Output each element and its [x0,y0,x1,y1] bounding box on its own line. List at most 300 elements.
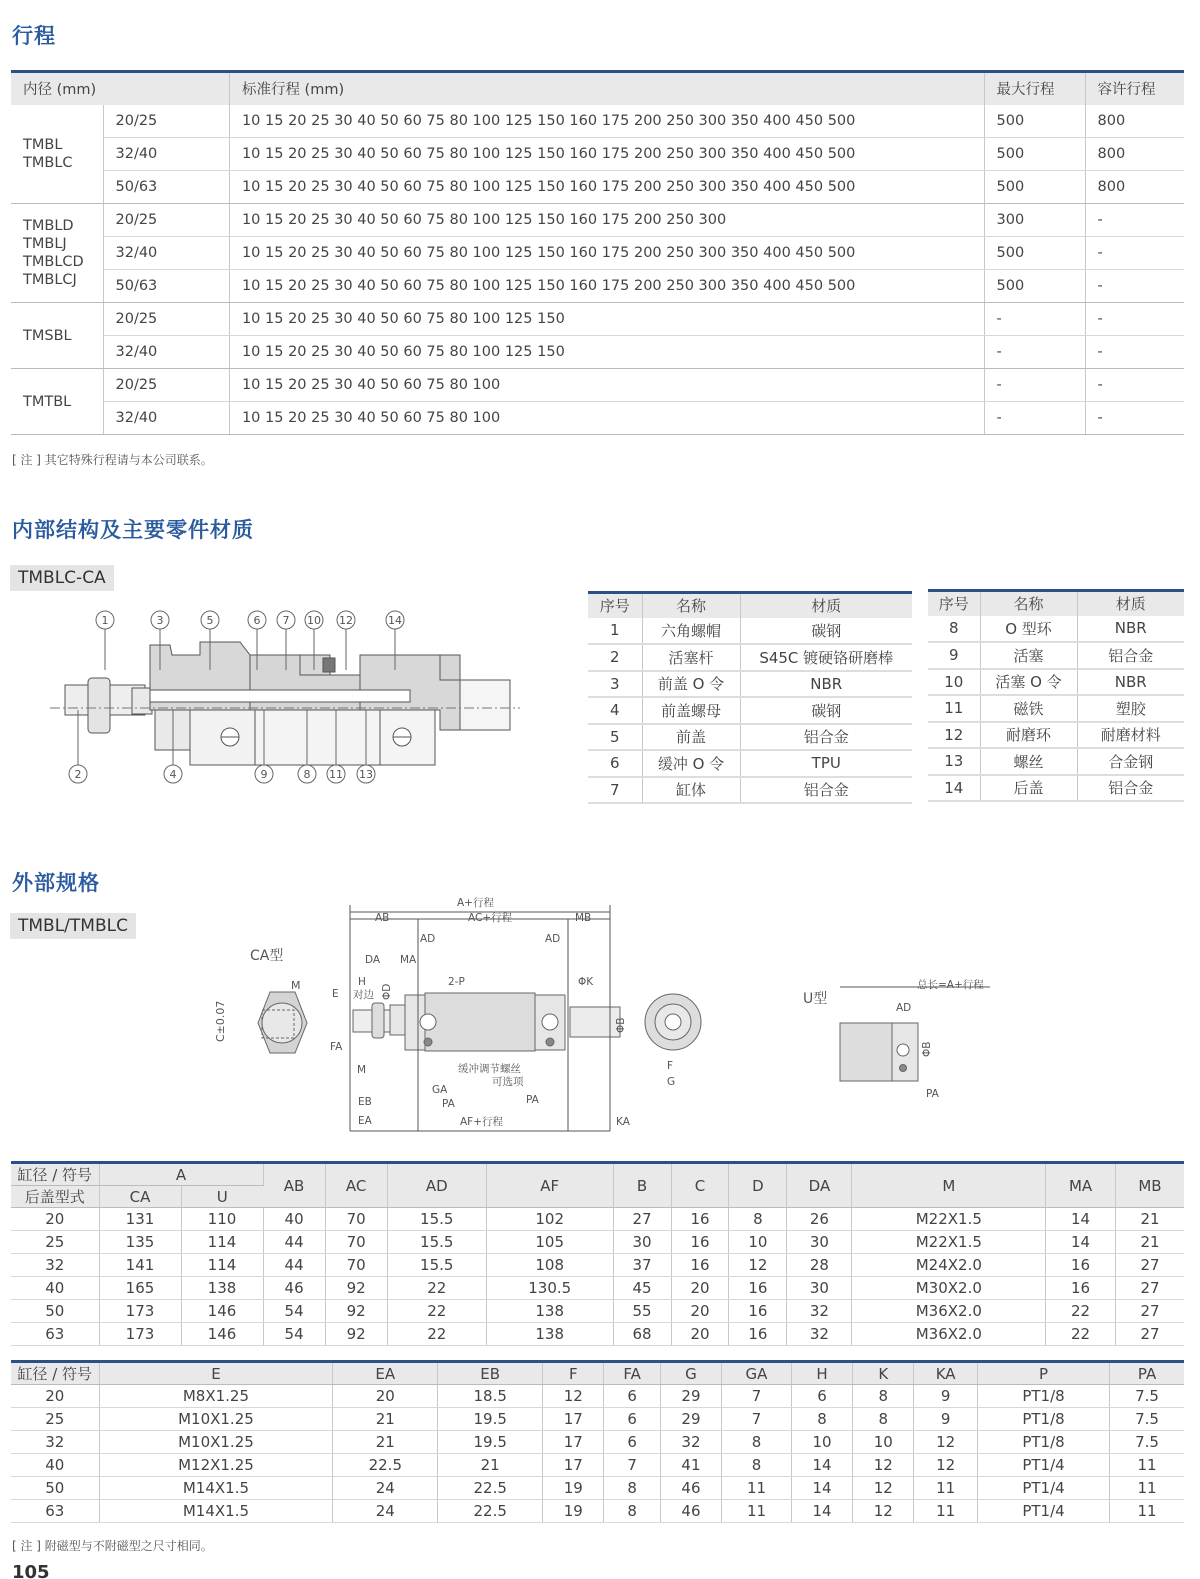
dims-cell: 55 [613,1300,671,1323]
part-name: 缓冲 O 令 [642,750,740,777]
dims-cell: 46 [660,1500,721,1523]
part-no: 3 [588,671,642,698]
dims-cell: 32 [11,1254,99,1277]
dims-cell: 63 [11,1323,99,1346]
part-no: 2 [588,644,642,671]
dims-cell: M14X1.5 [99,1500,333,1523]
label-2p: 2-P [448,976,465,988]
part-name: 后盖 [980,775,1077,802]
header-col: DA [787,1163,852,1208]
dims-cell: 16 [671,1208,729,1231]
dims-cell: 11 [722,1500,792,1523]
dims-cell: 16 [1046,1254,1116,1277]
stroke-cell-allowed: 800 [1085,171,1184,204]
stroke-cell-max: 500 [984,270,1085,303]
label-ad-right: AD [545,933,561,945]
dims-cell: 7 [604,1454,660,1477]
dims-cell: 45 [613,1277,671,1300]
label-ca-type: CA型 [250,948,284,964]
stroke-cell-allowed: - [1085,237,1184,270]
dims-cell: 11 [1110,1454,1184,1477]
part-no: 9 [928,642,980,669]
stroke-table-body [11,105,1184,435]
label-f: F [667,1060,674,1072]
model-name: TMBL [23,136,63,153]
dims-cell: 32 [11,1431,99,1454]
dims-cell: 20 [11,1208,99,1231]
header-col: D [729,1163,787,1208]
part-name: 前盖螺母 [642,697,740,724]
external-note: [ 注 ] 附磁型与不附磁型之尺寸相同。 [12,1539,213,1553]
label-ma: MA [400,954,417,966]
stroke-row [11,270,1184,303]
dims-cell: 12 [729,1254,787,1277]
model-name: TMBLJ [23,236,67,252]
dims-cell: 50 [11,1477,99,1500]
dims-cell: 22 [387,1300,486,1323]
stroke-row [11,303,1184,336]
part-no: 11 [928,695,980,722]
header-col: AC [325,1163,387,1208]
part-material: 碳钢 [740,618,912,645]
header-no: 序号 [928,591,980,616]
header-col: AD [387,1163,486,1208]
stroke-cell-bore: 32/40 [103,237,229,270]
dims-cell: 70 [325,1208,387,1231]
header-col: G [660,1362,721,1385]
dims-cell: 22.5 [333,1454,438,1477]
label-ea: EA [358,1115,372,1127]
dims-cell: 11 [1110,1500,1184,1523]
dimensions-table-2 [11,1360,1184,1523]
dims-cell: 20 [671,1323,729,1346]
part-no: 13 [928,748,980,775]
dims-cell: 12 [914,1454,978,1477]
header-col: H [791,1362,852,1385]
dims-cell: 9 [914,1385,978,1408]
dims-cell: 114 [181,1254,263,1277]
dims-cell: 11 [914,1477,978,1500]
dims-cell: PT1/4 [977,1477,1109,1500]
external-section-title: 外部规格 [12,871,100,895]
stroke-row [11,336,1184,369]
callout-2 [69,710,87,783]
dims-cell: 6 [604,1385,660,1408]
dims-cell: PT1/4 [977,1500,1109,1523]
dims-cell: 16 [729,1277,787,1300]
dims-cell: 11 [914,1500,978,1523]
dims-row [11,1454,1184,1477]
external-model-tag: TMBL/TMBLC [10,913,136,939]
dims-cell: 18.5 [438,1385,543,1408]
part-name: 螺丝 [980,748,1077,775]
header-standard-stroke: 标准行程 (mm) [229,72,984,105]
part-material: 碳钢 [740,697,912,724]
stroke-cell-bore: 20/25 [103,204,229,237]
label-m-side: M [357,1064,367,1076]
dims-cell: 7 [722,1385,792,1408]
callout-12 [337,611,355,670]
part-name: 前盖 O 令 [642,671,740,698]
part-material: 耐磨材料 [1077,722,1184,749]
dims-cell: 20 [671,1277,729,1300]
dims-cell: 11 [1110,1477,1184,1500]
svg-text:9: 9 [260,768,268,781]
part-name: O 型环 [980,616,1077,643]
dims-row [11,1431,1184,1454]
svg-text:6: 6 [253,614,261,627]
dims-cell: PT1/8 [977,1385,1109,1408]
dims-cell: 32 [787,1323,852,1346]
dims-cell: 46 [263,1277,325,1300]
header-material: 材质 [1077,591,1184,616]
part-material: 塑胶 [1077,695,1184,722]
dims-cell: 20 [671,1300,729,1323]
dims-cell: 141 [99,1254,181,1277]
model-name: TMSBL [23,327,72,344]
model-name: TMBLCD [23,254,84,270]
part-row [928,722,1184,749]
stroke-cell-bore: 50/63 [103,171,229,204]
part-material: NBR [740,671,912,698]
part-row [928,748,1184,775]
svg-text:5: 5 [206,614,214,627]
header-no: 序号 [588,593,642,618]
dims-cell: 40 [11,1277,99,1300]
header-material: 材质 [740,593,912,618]
stroke-cell-strokes: 10 15 20 25 30 40 50 60 75 80 100 125 150 [229,303,984,336]
dims-cell: 173 [99,1300,181,1323]
label-cushion: 缓冲调节螺丝 [458,1063,521,1075]
label-phi-b-u: ΦB [921,1041,933,1057]
dims-cell: M30X2.0 [852,1277,1046,1300]
dims-cell: 7.5 [1110,1385,1184,1408]
dims-cell: 7.5 [1110,1431,1184,1454]
header-col: MB [1115,1163,1184,1208]
dims-cell: 6 [604,1431,660,1454]
dims-cell: 27 [1115,1300,1184,1323]
parts-table-right [928,589,1184,802]
dims-cell: 15.5 [387,1254,486,1277]
dims-cell: 19 [543,1477,604,1500]
stroke-row [11,138,1184,171]
dims-row [11,1254,1184,1277]
hex-nut [88,678,110,733]
stroke-cell-allowed: 800 [1085,105,1184,138]
part-row [588,671,912,698]
label-eb: EB [358,1096,372,1108]
dims-cell: 19 [543,1500,604,1523]
dims-cell: 50 [11,1300,99,1323]
part-material: S45C 镀硬铬研磨棒 [740,644,912,671]
part-row [928,616,1184,643]
dims-cell: 131 [99,1208,181,1231]
dims-cell: 8 [853,1385,914,1408]
dims-cell: 14 [791,1454,852,1477]
label-ga: GA [432,1084,448,1096]
dims-cell: 173 [99,1323,181,1346]
internal-structure-diagram [40,600,530,800]
dims-row [11,1323,1184,1346]
dims-cell: 15.5 [387,1231,486,1254]
part-no: 5 [588,724,642,751]
part-row [588,644,912,671]
dims-cell: 138 [486,1300,613,1323]
dims-cell: 37 [613,1254,671,1277]
dims-cell: 21 [333,1408,438,1431]
dims-cell: 30 [787,1231,852,1254]
label-ab: AB [375,912,390,924]
dims-cell: 27 [613,1208,671,1231]
stroke-row [11,369,1184,402]
label-u-type: U型 [803,991,828,1007]
dims-cell: 17 [543,1431,604,1454]
part-row [928,642,1184,669]
dims-cell: 19.5 [438,1431,543,1454]
dims-cell: M14X1.5 [99,1477,333,1500]
header-col: M [852,1163,1046,1208]
dims-cell: 30 [613,1231,671,1254]
external-dimensions-drawing [200,885,1000,1135]
dims-cell: 27 [1115,1323,1184,1346]
stroke-cell-strokes: 10 15 20 25 30 40 50 60 75 80 100 125 150 160 175 200 250 300 350 400 450 500 [229,171,984,204]
part-row [588,750,912,777]
stroke-cell-allowed: - [1085,204,1184,237]
stroke-cell-max: 300 [984,204,1085,237]
dims-cell: 92 [325,1277,387,1300]
dims-cell: 10 [791,1431,852,1454]
label-fa: FA [330,1041,343,1053]
dims-cell: 29 [660,1385,721,1408]
dims-row [11,1300,1184,1323]
stroke-cell-max: - [984,369,1085,402]
stroke-cell-max: - [984,336,1085,369]
dims-cell: 12 [543,1385,604,1408]
dims-row [11,1500,1184,1523]
dims-cell: 135 [99,1231,181,1254]
header-max-stroke: 最大行程 [984,72,1085,105]
part-name: 六角螺帽 [642,618,740,645]
stroke-cell-bore: 32/40 [103,402,229,435]
label-optional: 可选项 [492,1076,524,1088]
dims-cell: 108 [486,1254,613,1277]
dims-cell: 21 [1115,1231,1184,1254]
dims-cell: 12 [853,1500,914,1523]
part-name: 磁铁 [980,695,1077,722]
label-pa-u: PA [926,1088,939,1100]
header-col: EA [333,1362,438,1385]
dimensions-table-1 [11,1161,1184,1346]
dims-cell: M12X1.25 [99,1454,333,1477]
dims-cell: 44 [263,1231,325,1254]
stroke-cell-max: - [984,303,1085,336]
dims-cell: 9 [914,1408,978,1431]
stroke-cell-bore: 32/40 [103,336,229,369]
part-no: 12 [928,722,980,749]
dims-cell: 14 [791,1477,852,1500]
dims-cell: 11 [722,1477,792,1500]
dims-cell: 12 [853,1454,914,1477]
dims-cell: 25 [11,1408,99,1431]
dims-row [11,1408,1184,1431]
dims-cell: 12 [853,1477,914,1500]
header-col: MA [1046,1163,1116,1208]
header-col: B [613,1163,671,1208]
part-name: 活塞 [980,642,1077,669]
stroke-cell-max: 500 [984,171,1085,204]
svg-text:13: 13 [359,768,373,781]
dims-cell: 21 [438,1454,543,1477]
dims-cell: 8 [604,1500,660,1523]
part-no: 7 [588,777,642,804]
stroke-table-header [11,72,1184,105]
header-col: E [99,1362,333,1385]
dims-cell: 130.5 [486,1277,613,1300]
label-g: G [667,1076,676,1088]
dims-cell: 92 [325,1300,387,1323]
dims-cell: 44 [263,1254,325,1277]
dims-cell: 92 [325,1323,387,1346]
svg-text:1: 1 [101,614,109,627]
dims-cell: 6 [791,1385,852,1408]
dims-cell: M10X1.25 [99,1408,333,1431]
dims-cell: 70 [325,1254,387,1277]
stroke-cell-max: - [984,402,1085,435]
label-phi-b: ΦB [615,1017,627,1033]
dims-cell: 22.5 [438,1477,543,1500]
label-e: E [332,988,339,1000]
dims-cell: 22.5 [438,1500,543,1523]
barrel-body [425,993,535,1051]
dims-row [11,1231,1184,1254]
dims-cell: 7.5 [1110,1408,1184,1431]
dims-cell: 8 [791,1408,852,1431]
model-group [11,105,103,204]
dims-cell: 40 [263,1208,325,1231]
svg-text:3: 3 [156,614,164,627]
model-group [11,204,103,303]
dims-cell: 138 [181,1277,263,1300]
model-name: TMTBL [23,393,72,410]
label-ad-left: AD [420,933,436,945]
stroke-section-title: 行程 [12,24,56,48]
dims-row [11,1477,1184,1500]
stroke-cell-bore: 20/25 [103,303,229,336]
dims-cell: PT1/8 [977,1408,1109,1431]
dims-cell: 32 [660,1431,721,1454]
stroke-cell-allowed: - [1085,303,1184,336]
part-name: 耐磨环 [980,722,1077,749]
dims-cell: M22X1.5 [852,1231,1046,1254]
label-a-stroke: A+行程 [457,897,494,909]
part-row [588,777,912,804]
part-row [928,695,1184,722]
label-mb: MB [575,912,592,924]
dims-cell: PT1/4 [977,1454,1109,1477]
dims-cell: 22 [387,1323,486,1346]
dims-cell: 8 [722,1431,792,1454]
stroke-cell-strokes: 10 15 20 25 30 40 50 60 75 80 100 [229,402,984,435]
dims-cell: 102 [486,1208,613,1231]
stroke-table [11,70,1184,435]
stroke-cell-strokes: 10 15 20 25 30 40 50 60 75 80 100 125 150 [229,336,984,369]
dims-row [11,1277,1184,1300]
model-name: TMBLC [23,154,73,171]
dims-row [11,1208,1184,1231]
dims-cell: 105 [486,1231,613,1254]
dims-cell: 27 [1115,1254,1184,1277]
dims-cell: 28 [787,1254,852,1277]
dims-cell: 15.5 [387,1208,486,1231]
dims-cell: 16 [671,1254,729,1277]
header-bore-symbol: 缸径 / 符号 [11,1362,99,1385]
dims-cell: 20 [11,1385,99,1408]
header-col: P [977,1362,1109,1385]
stroke-row [11,204,1184,237]
dims-cell: 10 [853,1431,914,1454]
dims-cell: 16 [729,1300,787,1323]
header-a: A [99,1163,263,1186]
stroke-cell-max: 500 [984,237,1085,270]
dims-cell: 70 [325,1231,387,1254]
part-material: 铝合金 [1077,642,1184,669]
label-ad-u: AD [896,1002,912,1014]
svg-text:11: 11 [329,768,343,781]
model-group [11,303,103,369]
dims-cell: 54 [263,1323,325,1346]
label-h: H [358,976,366,988]
model-name: TMBLD [23,218,74,234]
header-col: K [853,1362,914,1385]
svg-text:8: 8 [303,768,311,781]
dims-cell: M8X1.25 [99,1385,333,1408]
dims-cell: M10X1.25 [99,1431,333,1454]
header-allowed-stroke: 容许行程 [1085,72,1184,105]
dims-cell: 32 [787,1300,852,1323]
dims-cell: PT1/8 [977,1431,1109,1454]
stroke-cell-allowed: - [1085,336,1184,369]
stroke-row [11,105,1184,138]
dims-cell: 24 [333,1500,438,1523]
dims-cell: 20 [333,1385,438,1408]
header-name: 名称 [980,591,1077,616]
header-col: KA [914,1362,978,1385]
dims-cell: 114 [181,1231,263,1254]
part-no: 4 [588,697,642,724]
dims-cell: 110 [181,1208,263,1231]
dims-cell: 21 [1115,1208,1184,1231]
header-u: U [181,1186,263,1208]
part-no: 10 [928,669,980,696]
label-phi-k: ΦK [578,976,594,988]
stroke-cell-max: 500 [984,105,1085,138]
label-total-length: 总长=A+行程 [917,979,984,991]
header-bore-symbol: 缸径 / 符号 [11,1163,99,1186]
dims-cell: 8 [722,1454,792,1477]
svg-text:4: 4 [169,768,177,781]
dims-cell: 17 [543,1408,604,1431]
header-col: FA [604,1362,660,1385]
svg-text:7: 7 [282,614,290,627]
dims-cell: 22 [1046,1323,1116,1346]
part-name: 前盖 [642,724,740,751]
label-flat: 对边 [353,989,374,1001]
stroke-note: [ 注 ] 其它特殊行程请与本公司联系。 [12,453,213,467]
part-material: NBR [1077,669,1184,696]
header-col: AB [263,1163,325,1208]
stroke-cell-allowed: 800 [1085,138,1184,171]
dims-cell: 17 [543,1454,604,1477]
